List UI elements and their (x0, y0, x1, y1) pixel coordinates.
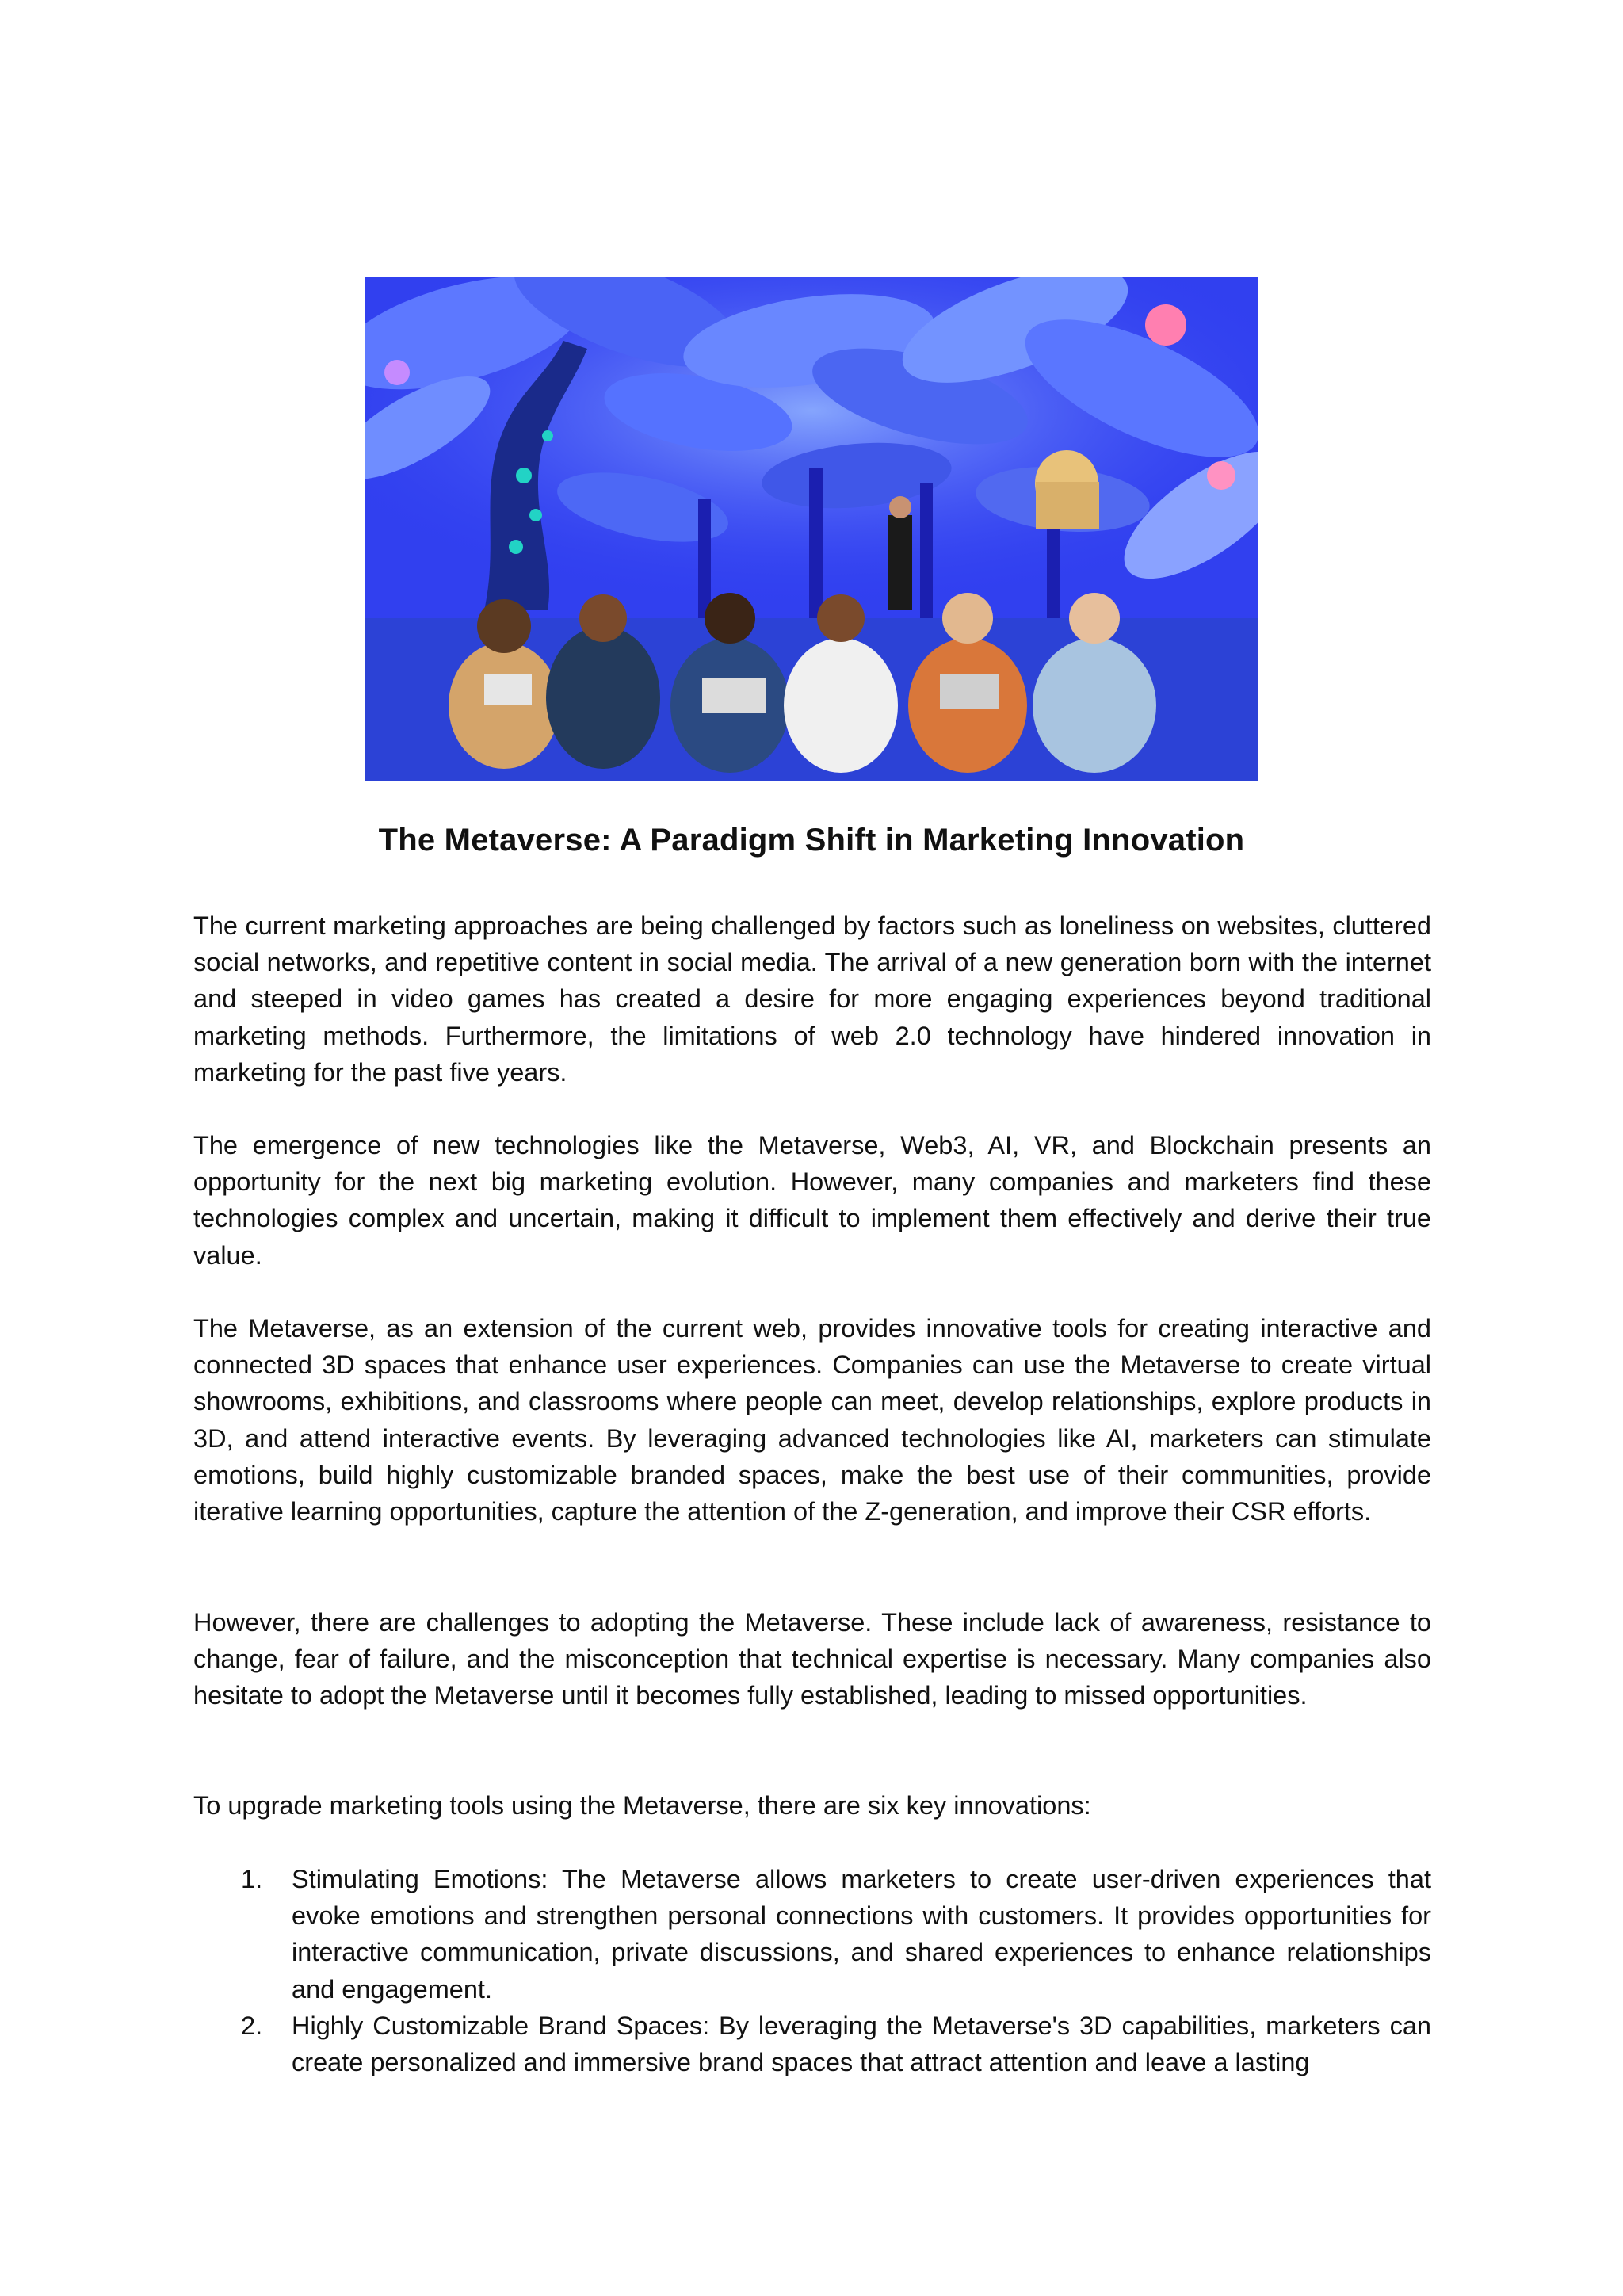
list-item-text: Stimulating Emotions: The Metaverse allows marketers to create user-driven experiences that evoke emotions and strengthen personal connections with customers. It provides opportunities for interactive communication, private discussions, and shared experiences to enhance relationships and engagement. (292, 1865, 1431, 2004)
metaverse-scene-illustration (365, 277, 1258, 781)
list-item-text: Highly Customizable Brand Spaces: By leveraging the Metaverse's 3D capabilities, marketers can create personalized and immersive brand spaces that attract attention and leave a lasting (292, 2011, 1431, 2077)
innovations-list (193, 1861, 1431, 2080)
paragraph-4: However, there are challenges to adopting the Metaverse. These include lack of awareness, resistance to change, fear of failure, and the misconception that technical expertise is necessary. Many companies also hesitate to adopt the Metaverse until it becomes fully established, leading to missed opportunities. (193, 1608, 1431, 1710)
article-title: The Metaverse: A Paradigm Shift in Marketing Innovation (378, 823, 1245, 858)
paragraph-1: The current marketing approaches are being challenged by factors such as loneliness on websites, cluttered social networks, and repetitive content in social media. The arrival of a new generation born with the internet and steeped in video games has created a desire for more engaging experiences beyond traditional marketing methods. Furthermore, the limitations of web 2.0 technology have hindered innovation in marketing for the past five years. (193, 911, 1431, 1087)
paragraph-2: The emergence of new technologies like the Metaverse, Web3, AI, VR, and Blockchain presents an opportunity for the next big marketing evolution. However, many companies and marketers find these technologies complex and uncertain, making it difficult to implement them effectively and derive their true value. (193, 1131, 1431, 1270)
paragraph-3: The Metaverse, as an extension of the current web, provides innovative tools for creating interactive and connected 3D spaces that enhance user experiences. Companies can use the Metaverse to create virtual showrooms, exhibitions, and classrooms where people can meet, develop relationships, explore products in 3D, and attend interactive events. By leveraging advanced technologies like AI, marketers can stimulate emotions, build highly customizable branded spaces, make the best use of their communities, provide iterative learning opportunities, capture the attention of the Z-generation, and improve their CSR efforts. (193, 1314, 1431, 1526)
list-item-number: 1. (241, 1865, 263, 1893)
hero-image (365, 277, 1258, 781)
list-item-number: 2. (241, 2011, 263, 2040)
paragraph-5: To upgrade marketing tools using the Metaverse, there are six key innovations: (193, 1791, 1091, 1820)
list-item (193, 1861, 1431, 2008)
list-item (193, 2008, 1431, 2080)
